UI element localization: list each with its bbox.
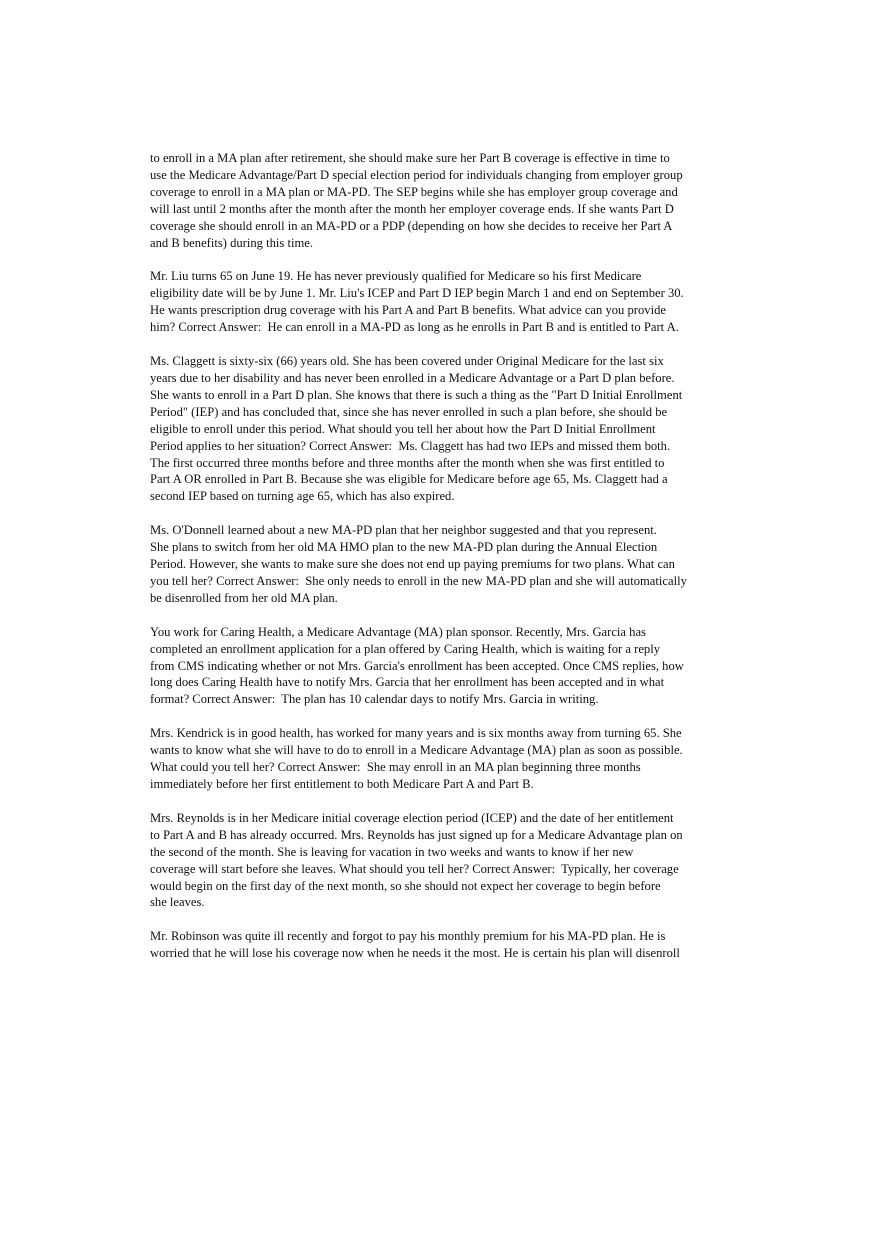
text-line: Mr. Liu turns 65 on June 19. He has never previously qualified for Medicare so his first Medicare: [150, 269, 642, 284]
text-line: would begin on the first day of the next month, so she should not expect her coverage to begin before: [150, 878, 661, 893]
text-line: be disenrolled from her old MA plan.: [150, 590, 338, 605]
text-line: The first occurred three months before and three months after the month when she was first entitled to: [150, 455, 665, 470]
text-line: Period applies to her situation? Correct Answer: Ms. Claggett has had two IEPs and missed them both.: [150, 438, 671, 453]
text-line: Mrs. Reynolds is in her Medicare initial coverage election period (ICEP) and the date of her entitlement: [150, 810, 674, 825]
text-line: Ms. O'Donnell learned about a new MA-PD plan that her neighbor suggested and that you represent.: [150, 523, 657, 538]
paragraph-mr-liu: [150, 268, 740, 336]
text-line: You work for Caring Health, a Medicare Advantage (MA) plan sponsor. Recently, Mrs. Garcia has: [150, 624, 646, 639]
paragraph-gap: [150, 911, 740, 928]
paragraph-caring-health: [150, 624, 740, 709]
text-line: Period. However, she wants to make sure she does not end up paying premiums for two plans. What can: [150, 557, 675, 572]
paragraph-gap: [150, 793, 740, 810]
paragraph-enroll-after-retirement: [150, 150, 740, 251]
text-line: coverage to enroll in a MA plan or MA-PD. The SEP begins while she has employer group coverage and: [150, 184, 678, 199]
text-line: to enroll in a MA plan after retirement, she should make sure her Part B coverage is effective in time to: [150, 151, 670, 165]
text-line: immediately before her first entitlement to both Medicare Part A and Part B.: [150, 777, 534, 791]
paragraph-mr-robinson: [150, 928, 740, 962]
text-line: long does Caring Health have to notify Mrs. Garcia that her enrollment has been accepted and in what: [150, 675, 665, 690]
paragraph-ms-odonnell: [150, 522, 740, 607]
text-line: eligibility date will be by June 1. Mr. Liu's ICEP and Part D IEP begin March 1 and end on September 30.: [150, 286, 684, 301]
text-line: Part A OR enrolled in Part B. Because she was eligible for Medicare before age 65, Ms. Claggett had a: [150, 472, 668, 487]
paragraph-gap: [150, 505, 740, 522]
text-line: she leaves.: [150, 895, 205, 910]
paragraph-ms-claggett: [150, 353, 740, 505]
text-line: eligible to enroll under this period. What should you tell her about how the Part D Initial Enrollment: [150, 421, 656, 436]
text-line: to Part A and B has already occurred. Mrs. Reynolds has just signed up for a Medicare Advantage plan on: [150, 827, 683, 842]
text-line: him? Correct Answer: He can enroll in a MA-PD as long as he enrolls in Part B and is entitled to Part A.: [150, 320, 679, 335]
text-line: Mrs. Kendrick is in good health, has worked for many years and is six months away from turning 65. She: [150, 726, 682, 741]
paragraph-gap: [150, 708, 740, 725]
paragraph-mrs-kendrick: [150, 725, 740, 793]
text-line: years due to her disability and has never been enrolled in a Medicare Advantage or a Part D plan before.: [150, 370, 675, 385]
text-line: will last until 2 months after the month after the month her employer coverage ends. If she wants Part D: [150, 201, 674, 216]
text-line: She wants to enroll in a Part D plan. She knows that there is such a thing as the "Part D Initial Enrollment: [150, 387, 683, 402]
paragraph-gap: [150, 336, 740, 353]
text-line: and B benefits) during this time.: [150, 235, 313, 250]
text-line: worried that he will lose his coverage now when he needs it the most. He is certain his plan will disenroll: [150, 946, 680, 961]
text-line: Ms. Claggett is sixty-six (66) years old. She has been covered under Original Medicare for the last six: [150, 354, 664, 369]
paragraph-gap: [150, 251, 740, 268]
text-line: completed an enrollment application for a plan offered by Caring Health, which is waiting for a reply: [150, 641, 660, 656]
text-line: What could you tell her? Correct Answer: She may enroll in an MA plan beginning three months: [150, 760, 641, 775]
text-line: you tell her? Correct Answer: She only needs to enroll in the new MA-PD plan and she will automatically: [150, 573, 687, 588]
text-line: She plans to switch from her old MA HMO plan to the new MA-PD plan during the Annual Election: [150, 540, 658, 555]
text-line: coverage she should enroll in an MA-PD or a PDP (depending on how she decides to receive her Part A: [150, 218, 673, 233]
text-line: He wants prescription drug coverage with his Part A and Part B benefits. What advice can you provide: [150, 303, 666, 318]
text-line: the second of the month. She is leaving for vacation in two weeks and wants to know if her new: [150, 844, 634, 859]
text-line: Mr. Robinson was quite ill recently and forgot to pay his monthly premium for his MA-PD plan. He is: [150, 929, 666, 944]
text-line: from CMS indicating whether or not Mrs. Garcia's enrollment has been accepted. Once CMS replies, how: [150, 658, 684, 673]
paragraph-mrs-reynolds: [150, 810, 740, 911]
text-line: Period" (IEP) and has concluded that, since she has never enrolled in such a plan before, she should be: [150, 404, 668, 419]
paragraph-gap: [150, 607, 740, 624]
text-line: format? Correct Answer: The plan has 10 calendar days to notify Mrs. Garcia in writing.: [150, 692, 599, 707]
document-page: [150, 150, 740, 962]
text-line: second IEP based on turning age 65, which has also expired.: [150, 489, 455, 504]
text-line: use the Medicare Advantage/Part D special election period for individuals changing from employer group: [150, 167, 683, 182]
text-line: wants to know what she will have to do to enroll in a Medicare Advantage (MA) plan as soon as possible.: [150, 743, 683, 758]
text-line: coverage will start before she leaves. What should you tell her? Correct Answer: Typically, her coverage: [150, 861, 679, 876]
